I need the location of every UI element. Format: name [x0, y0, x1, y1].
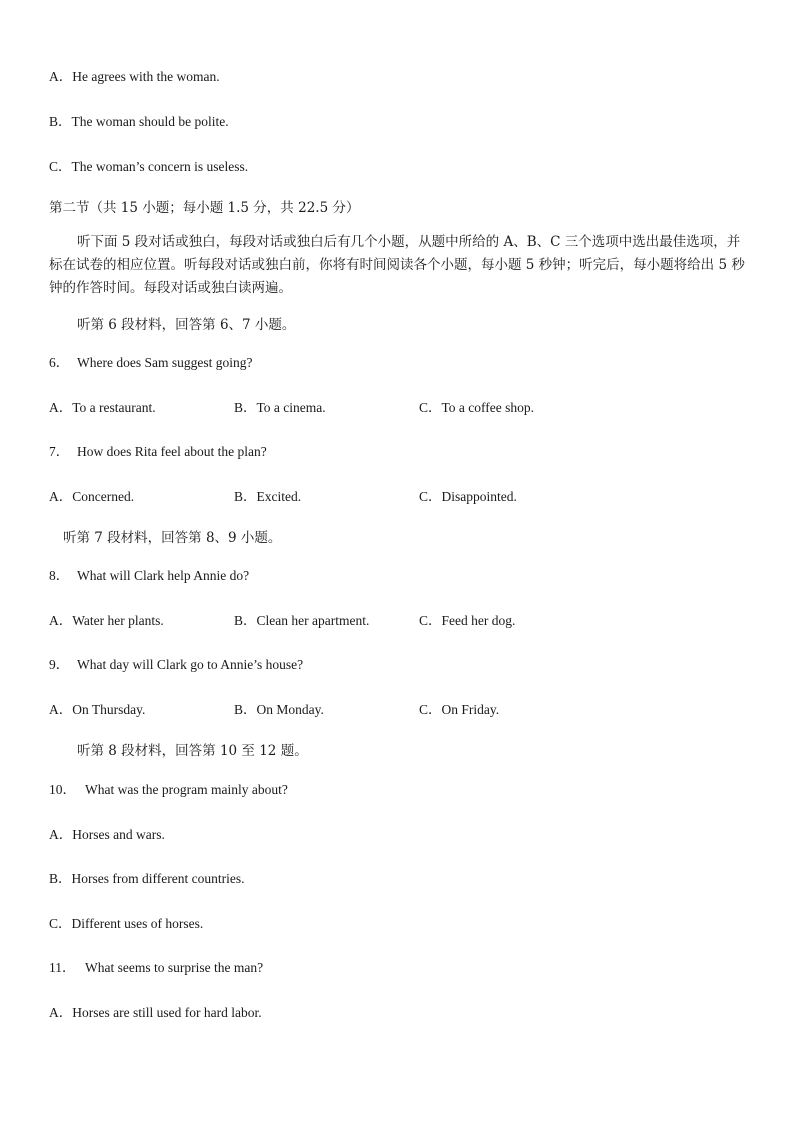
question-11	[49, 959, 263, 977]
section2-heading: 第二节（共 15 小题；每小题 1.5 分，共 22.5 分）	[49, 200, 360, 216]
question-number: 11．	[49, 960, 76, 975]
question-text: How does Rita feel about the plan?	[77, 444, 267, 459]
question-number: 7．	[49, 444, 70, 459]
material-6-heading: 听第 6 段材料，回答第 6、7 小题。	[77, 317, 296, 333]
question-number: 9．	[49, 657, 70, 672]
instruction-line-1: 听下面 5 段对话或独白，每段对话或独白后有几个小题，从题中所给的 A、B、C 三个选项中选出最佳选项，并	[77, 234, 741, 250]
instruction-line-3: 钟的作答时间。每段对话或独白读两遍。	[49, 280, 292, 296]
question-text: What seems to surprise the man?	[85, 960, 264, 975]
question-number: 10．	[49, 782, 76, 797]
question-9	[49, 656, 303, 674]
question-8	[49, 567, 249, 585]
q7-option-a: A．Concerned.	[49, 489, 135, 504]
question-7	[49, 443, 267, 461]
material-7-heading: 听第 7 段材料，回答第 8、9 小题。	[63, 530, 282, 546]
q5-option-a: A．He agrees with the woman.	[49, 69, 220, 84]
q8-option-a: A．Water her plants.	[49, 613, 164, 628]
q9-option-b: B．On Monday.	[234, 702, 324, 717]
question-text: What day will Clark go to Annie’s house?	[77, 657, 304, 672]
q11-option-a: A．Horses are still used for hard labor.	[49, 1005, 262, 1020]
q5-option-c: C．The woman’s concern is useless.	[49, 159, 249, 174]
q6-option-b: B．To a cinema.	[234, 400, 326, 415]
question-text: Where does Sam suggest going?	[77, 355, 253, 370]
q8-option-b: B．Clean her apartment.	[234, 613, 370, 628]
q7-option-c: C．Disappointed.	[419, 489, 517, 504]
q5-option-b: B．The woman should be polite.	[49, 114, 229, 129]
question-number: 8．	[49, 568, 70, 583]
material-8-heading: 听第 8 段材料，回答第 10 至 12 题。	[77, 743, 308, 759]
q8-option-c: C．Feed her dog.	[419, 613, 516, 628]
q10-option-b: B．Horses from different countries.	[49, 871, 245, 886]
q10-option-a: A．Horses and wars.	[49, 827, 165, 842]
q6-option-a: A．To a restaurant.	[49, 400, 156, 415]
question-text: What was the program mainly about?	[85, 782, 288, 797]
section2-instructions	[49, 231, 745, 300]
instruction-line-2: 标在试卷的相应位置。听每段对话或独白前，你将有时间阅读各个小题，每小题 5 秒钟；听完后，每小题将给出 5 秒	[49, 257, 745, 273]
q10-option-c: C．Different uses of horses.	[49, 916, 204, 931]
q6-option-c: C．To a coffee shop.	[419, 400, 535, 415]
question-number: 6．	[49, 355, 70, 370]
q7-option-b: B．Excited.	[234, 489, 302, 504]
q9-option-a: A．On Thursday.	[49, 702, 146, 717]
question-6	[49, 354, 252, 372]
question-text: What will Clark help Annie do?	[77, 568, 250, 583]
q9-option-c: C．On Friday.	[419, 702, 500, 717]
question-10	[49, 781, 288, 799]
